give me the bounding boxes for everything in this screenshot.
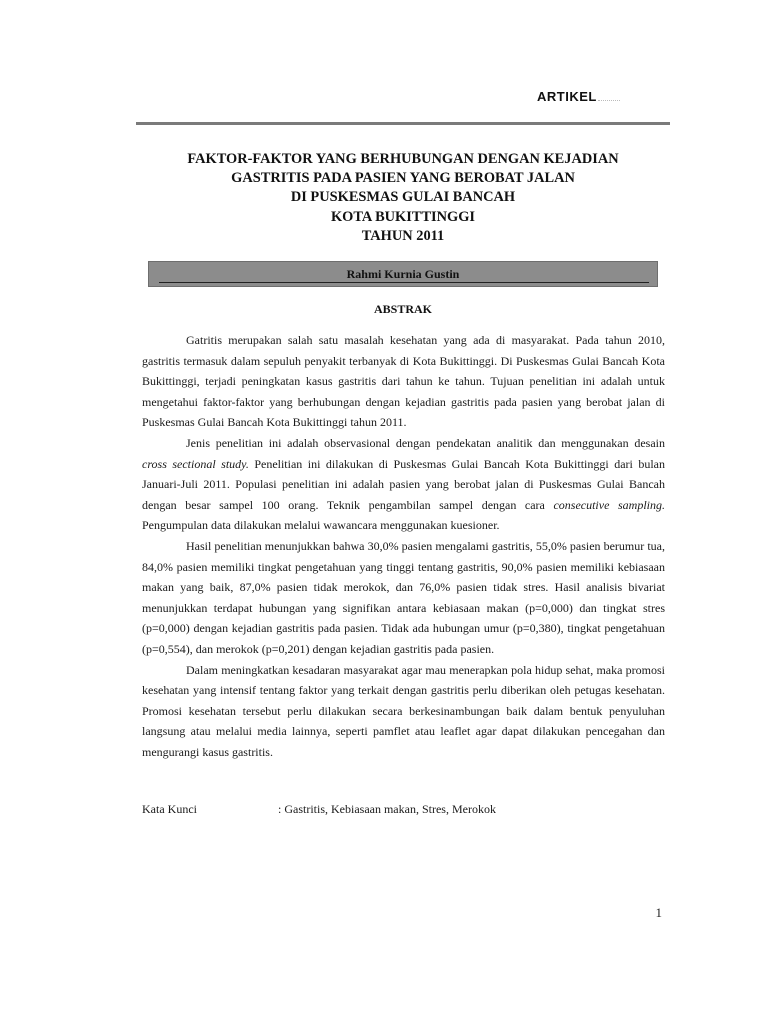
text-run: Jenis penelitian ini adalah observasional dengan pendekatan analitik dan menggunakan desain: [186, 435, 665, 450]
keywords-value: : Gastritis, Kebiasaan makan, Stres, Merokok: [278, 802, 496, 816]
page-number: 1: [655, 905, 662, 920]
header-dotted-line: [598, 100, 620, 101]
author-bar: [148, 261, 658, 287]
title-line: DI PUSKESMAS GULAI BANCAH: [290, 189, 516, 206]
abstract-paragraph: Hasil penelitian menunjukkan bahwa 30,0% pasien mengalami gastritis, 55,0% pasien berumur tua, 84,0% pasien memiliki tingkat pengetahuan yang tinggi tentang gastritis, 90,0% pasien memiliki kebiasaan makan yang baik, 87,0% pasien tidak merokok, dan 76,0% pasien tidak stres. Hasil analisis bivariat menunjukkan terdapat hubungan yang signifikan antara kebiasaan makan (p=0,000) dan tingkat stres (p=0,000) dengan kejadian gastritis pada pasien. Tidak ada hubungan umur (p=0,380), tingkat pengetahuan (p=0,554), dan merokok (p=0,201) dengan kejadian gastritis pada pasien.: [142, 538, 665, 656]
italic-term: consecutive sampling.: [553, 497, 665, 512]
text-run: Pengumpulan data dilakukan melalui wawancara menggunakan kuesioner.: [142, 518, 500, 533]
title-line: KOTA BUKITTINGGI: [330, 208, 476, 225]
title-line: TAHUN 2011: [361, 227, 445, 244]
abstract-paragraph: Dalam meningkatkan kesadaran masyarakat agar mau menerapkan pola hidup sehat, maka promosi kesehatan yang intensif tentang faktor yang terkait dengan gastritis perlu diberikan oleh petugas kesehatan. Promosi kesehatan tersebut perlu dilakukan secara berkesinambungan baik dalam bentuk penyuluhan langsung atau melalui media lainnya, seperti pamflet atau leaflet agar dapat dilakukan pencegahan dan mengurangi kasus gastritis.: [142, 662, 665, 759]
author-name: Rahmi Kurnia Gustin: [346, 267, 460, 281]
article-label: ARTIKEL: [537, 89, 597, 104]
title-line: FAKTOR-FAKTOR YANG BERHUBUNGAN DENGAN KEJADIAN: [187, 151, 619, 167]
italic-term: cross sectional study.: [142, 456, 249, 471]
abstract-paragraph: Gatritis merupakan salah satu masalah kesehatan yang ada di masyarakat. Pada tahun 2010, gastritis termasuk dalam sepuluh penyakit terbanyak di Kota Bukittinggi. Di Puskesmas Gulai Bancah Kota Bukittinggi, terjadi peningkatan kasus gastritis dari tahun ke tahun. Tujuan penelitian ini adalah untuk mengetahui faktor-faktor yang berhubungan dengan kejadian gastritis pada pasien yang berobat jalan di Puskesmas Gulai Bancah Kota Bukittinggi tahun 2011.: [142, 333, 665, 430]
header-rule: [136, 122, 670, 125]
abstract-paragraph: [142, 433, 665, 536]
abstract-heading: ABSTRAK: [373, 302, 432, 316]
keywords-label: Kata Kunci: [142, 802, 197, 816]
author-underline: [159, 282, 649, 283]
text-run: Penelitian ini dilakukan di Puskesmas Gulai Bancah Kota Bukittinggi dari bulan Januari-Juli 2011. Populasi penelitian ini adalah pasien yang berobat jalan di Puskesmas Gulai Bancah dengan besar sampel 100 orang. Teknik pengambilan sampel dengan cara: [142, 456, 665, 512]
title-line: GASTRITIS PADA PASIEN YANG BEROBAT JALAN: [231, 170, 575, 187]
abstract-body: [142, 330, 665, 762]
paper-title: [136, 150, 670, 246]
